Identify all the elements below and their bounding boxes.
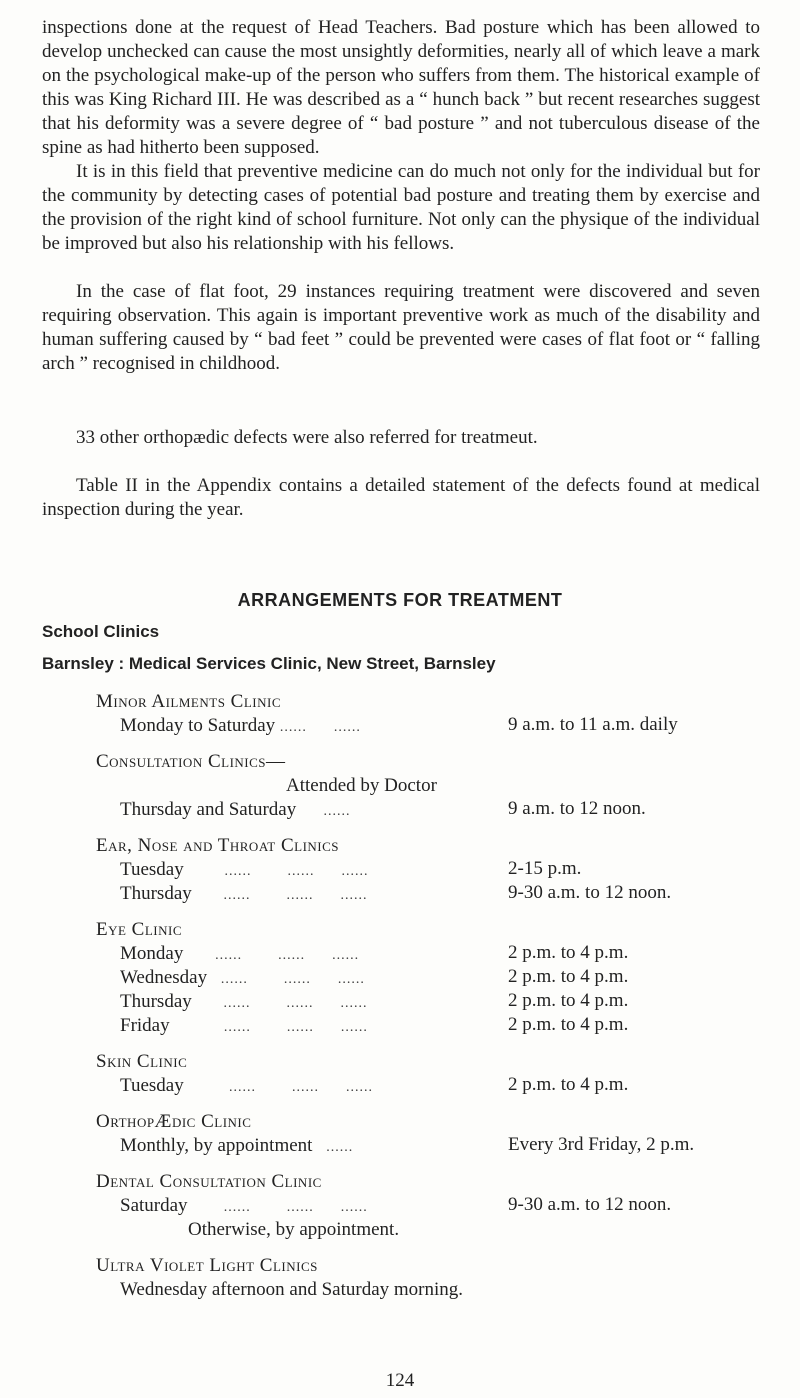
- eye-row-3-day: Friday ...... ...... ......: [120, 1015, 368, 1036]
- orthopaedic-title: OrthopÆdic Clinic: [96, 1111, 252, 1132]
- eye-title: Eye Clinic: [96, 919, 183, 940]
- consultation-title: Consultation Clinics—: [96, 751, 286, 772]
- paragraph-table: Table II in the Appendix contains a detailed statement of the defects found at medical inspection during the year.: [42, 475, 760, 520]
- ent-row-1-time: 9-30 a.m. to 12 noon.: [508, 882, 672, 903]
- ent-row-0-time: 2-15 p.m.: [508, 858, 582, 879]
- eye-row-2-day: Thursday ...... ...... ......: [120, 991, 368, 1012]
- skin-day: Tuesday ...... ...... ......: [120, 1075, 373, 1096]
- ent-title: Ear, Nose and Throat Clinics: [96, 835, 340, 856]
- paragraph-posture: inspections done at the request of Head Teachers. Bad posture which has been allowed to develop unchecked can cause the most unsightly deformities, nearly all of which leave a mark on the psychological make-up of the person who suffers from them. The historical example of this was King Richard III. He was described as a “ hunch back ” but recent researches suggest that his deformity was a severe degree of “ bad posture ” and not tuberculous disease of the spine as had hitherto been supposed.: [42, 17, 760, 158]
- ultra-violet-title: Ultra Violet Light Clinics: [96, 1255, 318, 1276]
- orthopaedic-day: Monthly, by appointment ......: [120, 1135, 354, 1156]
- consultation-note: Attended by Doctor: [286, 775, 437, 796]
- dental-title: Dental Consultation Clinic: [96, 1171, 322, 1192]
- clinic-location: Barnsley : Medical Services Clinic, New Street, Barnsley: [42, 654, 496, 673]
- subheading-school-clinics: School Clinics: [42, 622, 160, 641]
- dental-day: Saturday ...... ...... ......: [120, 1195, 368, 1216]
- dental-note: Otherwise, by appointment.: [188, 1219, 400, 1240]
- paragraph-flat-foot: In the case of flat foot, 29 instances requiring treatment were discovered and seven requiring observation. This again is important preventive work as much of the disability and human suffering caused by “ bad feet ” could be prevented were cases of flat foot or “ falling arch ” recognised in childhood.: [42, 281, 760, 374]
- eye-row-1-time: 2 p.m. to 4 p.m.: [508, 966, 629, 987]
- eye-row-3-time: 2 p.m. to 4 p.m.: [508, 1014, 629, 1035]
- ent-row-0-day: Tuesday ...... ...... ......: [120, 859, 369, 880]
- consultation-time: 9 a.m. to 12 noon.: [508, 798, 646, 819]
- ent-row-1-day: Thursday ...... ...... ......: [120, 883, 368, 904]
- skin-time: 2 p.m. to 4 p.m.: [508, 1074, 629, 1095]
- ultra-violet-schedule: Wednesday afternoon and Saturday morning.: [120, 1279, 464, 1300]
- page-number: 124: [385, 1370, 415, 1391]
- consultation-day: Thursday and Saturday ......: [120, 799, 351, 820]
- paragraph-preventive: It is in this field that preventive medicine can do much not only for the individual but for the community by detecting cases of potential bad posture and treating them by exercise and the provision of the right kind of school furniture. Not only can the physique of the individual be improved but also his relationship with his fellows.: [42, 161, 760, 254]
- orthopaedic-time: Every 3rd Friday, 2 p.m.: [508, 1134, 695, 1155]
- eye-row-0-time: 2 p.m. to 4 p.m.: [508, 942, 629, 963]
- dental-time: 9-30 a.m. to 12 noon.: [508, 1194, 672, 1215]
- minor-ailments-day: Monday to Saturday ...... ......: [120, 715, 361, 736]
- eye-row-2-time: 2 p.m. to 4 p.m.: [508, 990, 629, 1011]
- skin-title: Skin Clinic: [96, 1051, 188, 1072]
- eye-row-1-day: Wednesday ...... ...... ......: [120, 967, 365, 988]
- section-heading: ARRANGEMENTS FOR TREATMENT: [237, 590, 563, 610]
- eye-row-0-day: Monday ...... ...... ......: [120, 943, 360, 964]
- minor-ailments-title: Minor Ailments Clinic: [96, 691, 282, 712]
- paragraph-orthopaedic: 33 other orthopædic defects were also referred for treatmeut.: [76, 427, 538, 448]
- minor-ailments-time: 9 a.m. to 11 a.m. daily: [508, 714, 678, 735]
